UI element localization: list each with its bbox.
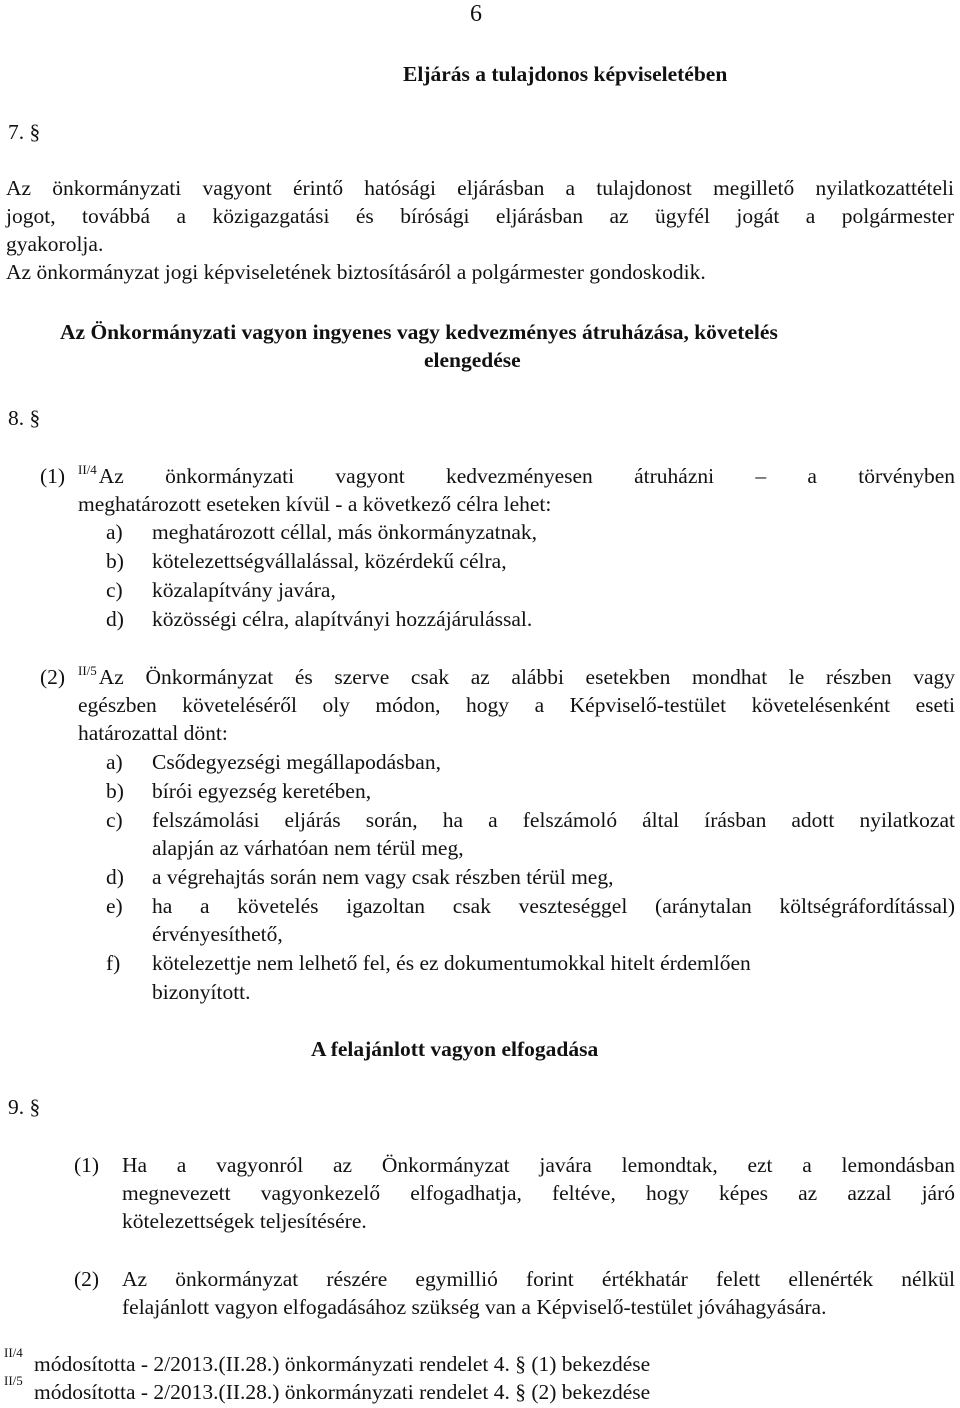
s8-para2-number: (2) [40, 665, 66, 689]
s8-para1-item-b-letter: b) [106, 549, 124, 573]
section-8-title-line2: elengedése [424, 348, 521, 372]
section-9-title: A felajánlott vagyon elfogadása [311, 1037, 599, 1061]
s8-para2-item-c-line1: felszámolási eljárás során, ha a felszámoló által írásban adott nyilatkozat [152, 808, 955, 832]
section-7-para1-line2: jogot, továbbá a közigazgatási és bírósági eljárásban az ügyfél jogát a polgármester [6, 204, 954, 228]
s9-para2-number: (2) [74, 1267, 100, 1291]
s8-para2-line3: határozattal dönt: [78, 721, 228, 745]
footnote-ref-ii5: II/5 [78, 663, 97, 678]
s9-para1-line1: Ha a vagyonról az Önkormányzat javára lemondtak, ezt a lemondásban [122, 1153, 955, 1177]
footnote-2-ref: II/5 [4, 1373, 23, 1388]
section-7-para1-line3: gyakorolja. [6, 232, 104, 256]
s8-para2-line1 [78, 663, 955, 691]
section-7-title: Eljárás a tulajdonos képviseletében [403, 62, 728, 86]
footnote-1-text: módosította - 2/2013.(II.28.) önkormányzati rendelet 4. § (1) bekezdése [34, 1352, 651, 1376]
s8-para2-item-c-line2: alapján az várhatóan nem térül meg, [152, 836, 464, 860]
s8-para2-item-d-letter: d) [106, 865, 124, 889]
s8-para2-item-e-line2: érvényesíthető, [152, 922, 283, 946]
footnote-ref-ii4: II/4 [78, 462, 97, 477]
s8-para1-item-a-text: meghatározott céllal, más önkormányzatnak, [152, 520, 538, 544]
section-8-title-line1: Az Önkormányzati vagyon ingyenes vagy kedvezményes átruházása, követelés [60, 320, 778, 344]
s8-para1-item-c-letter: c) [106, 578, 123, 602]
s8-para2-item-c-letter: c) [106, 808, 123, 832]
s8-para2-item-f-line1: kötelezettje nem lelhető fel, és ez dokumentumokkal hitelt érdemlően [152, 951, 751, 975]
s8-para1-item-a-letter: a) [106, 520, 123, 544]
s8-para1-item-d-text: közösségi célra, alapítványi hozzájárulással. [152, 607, 533, 631]
s9-para1-line3: kötelezettségek teljesítésére. [122, 1209, 367, 1233]
s8-para2-item-f-line2: bizonyított. [152, 980, 251, 1004]
footnote-1-ref: II/4 [4, 1345, 23, 1360]
s9-para1-number: (1) [74, 1153, 100, 1177]
s8-para2-item-f-letter: f) [106, 951, 121, 975]
footnote-2-text: módosította - 2/2013.(II.28.) önkormányzati rendelet 4. § (2) bekezdése [34, 1380, 651, 1404]
page-number: 6 [470, 1, 482, 27]
s9-para2-line2: felajánlott vagyon elfogadásához szükség van a Képviselő-testület jóváhagyására. [122, 1295, 827, 1319]
s9-para2-line1: Az önkormányzat részére egymillió forint értékhatár felett ellenérték nélkül [122, 1267, 955, 1291]
s8-para2-item-e-letter: e) [106, 894, 123, 918]
s8-para1-line1-text: Az önkormányzati vagyont kedvezményesen átruházni – a törvényben [98, 464, 955, 488]
section-7-para2: Az önkormányzat jogi képviseletének biztosításáról a polgármester gondoskodik. [6, 260, 706, 284]
section-7-number: 7. § [8, 120, 41, 144]
s8-para1-item-b-text: kötelezettségvállalással, közérdekű célra, [152, 549, 507, 573]
s8-para1-number: (1) [40, 464, 66, 488]
section-8-number: 8. § [8, 406, 41, 430]
s8-para2-item-a-text: Csődegyezségi megállapodásban, [152, 750, 441, 774]
s8-para2-item-b-letter: b) [106, 779, 124, 803]
s8-para2-item-a-letter: a) [106, 750, 123, 774]
s8-para2-line1-text: Az Önkormányzat és szerve csak az alábbi esetekben mondhat le részben vagy [98, 665, 955, 689]
s8-para1-line2: meghatározott eseteken kívül - a következő célra lehet: [78, 492, 552, 516]
s8-para1-line1 [78, 462, 955, 490]
section-7-para1-line1: Az önkormányzati vagyont érintő hatósági eljárásban a tulajdonost megillető nyilatkozattételi [6, 176, 954, 200]
s8-para1-item-c-text: közalapítvány javára, [152, 578, 336, 602]
section-9-number: 9. § [8, 1095, 41, 1119]
s8-para2-item-b-text: bírói egyezség keretében, [152, 779, 372, 803]
s8-para1-item-d-letter: d) [106, 607, 124, 631]
s8-para2-item-e-line1: ha a követelés igazoltan csak veszteséggel (aránytalan költségráfordítással) [152, 894, 955, 918]
s8-para2-line2: egészben követeléséről oly módon, hogy a Képviselő-testület követelésenként eseti [78, 693, 955, 717]
s9-para1-line2: megnevezett vagyonkezelő elfogadhatja, feltéve, hogy képes az azzal járó [122, 1181, 955, 1205]
s8-para2-item-d-text: a végrehajtás során nem vagy csak részben térül meg, [152, 865, 614, 889]
